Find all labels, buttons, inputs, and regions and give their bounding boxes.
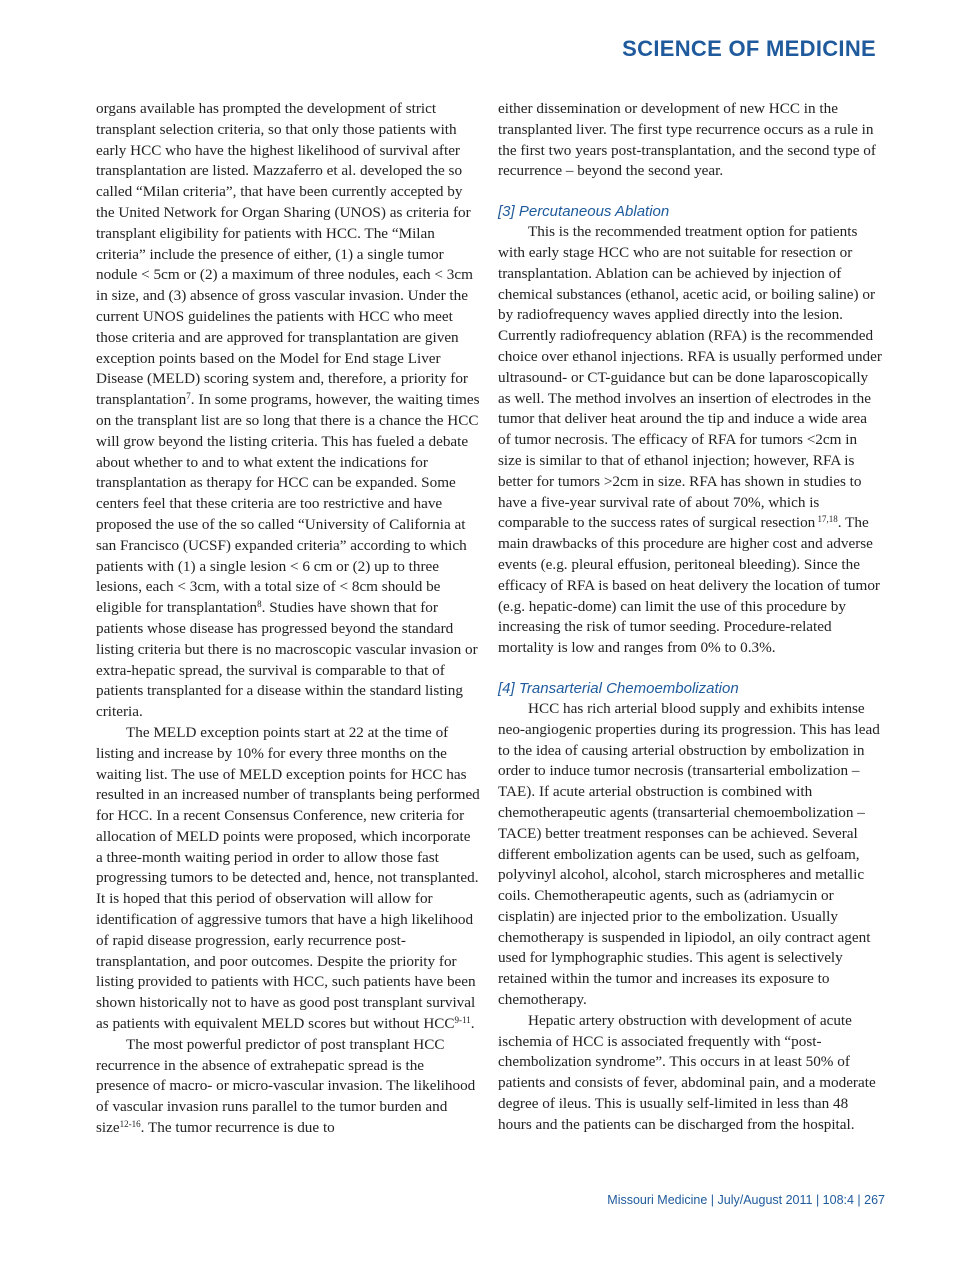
paragraph: This is the recommended treatment option for patients with early stage HCC who are not suitable for resection or transplantation. Ablation can be achieved by injection of chemical substances (ethanol, acetic acid, or boiling saline) or by radiofrequency waves applied directly into the lesion. Currently radiofrequency ablation (RFA) is the recommended choice over ethanol injections. RFA is usually performed under ultrasound- or CT-guidance but can be done laparoscopically as well. The method involves an insertion of electrodes in the tumor that deliver heat around the tip and induce a wide area of tumor necrosis. The efficacy of RFA for tumors <2cm in size is similar to that of ethanol injection; however, RFA is better for tumors >2cm in size. RFA has shown in studies to have a five-year survival rate of about 70%, which is comparable to the success rates of surgical resection $^{17,18}$. The main drawbacks of this procedure are higher cost and adverse events (e.g. pleural effusion, peritoneal bleeding). Since the efficacy of RFA is based on heat delivery the location of tumor (e.g. hepatic-dome) can limit the use of this procedure by increasing the risk of tumor seeding. Procedure-related mortality is low and ranges from 0% to 0.3%. (498, 223, 882, 657)
section-heading-percutaneous-ablation: [3] Percutaneous Ablation (498, 203, 670, 221)
paragraph: HCC has rich arterial blood supply and exhibits intense neo-angiogenic properties during its progression. This has lead to the idea of causing arterial obstruction by embolization in order to induce tumor necrosis (transarterial embolization – TAE). If acute arterial obstruction is combined with chemotherapeutic agents (transarterial chemoembolization – TACE) better treatment responses can be achieved. Several different embolization agents can be used, such as gelfoam, polyvinyl alcohol, alcohol, starch microspheres and metallic coils. Chemotherapeutic agents, such as (adriamycin or cisplatin) are injected prior to the embolization. Usually chemotherapy is suspended in lipiodol, an oily contract agent used for lymphographic studies. This agent is selectively retained within the tumor and increases its exposure to chemotherapy. (498, 699, 880, 1009)
paragraph: either dissemination or development of new HCC in the transplanted liver. The first type recurrence occurs as a rule in the first two years post-transplantation, and the second type of recurrence – beyond the second year. (498, 100, 876, 180)
paragraph: The most powerful predictor of post transplant HCC recurrence in the absence of extrahepatic spread is the presence of macro- or micro-vascular invasion. The likelihood of vascular invasion runs parallel to the tumor burden and size$^{12-16}$. The tumor recurrence is due to (96, 1035, 476, 1137)
right-column (498, 99, 882, 1136)
paragraph: organs available has prompted the development of strict transplant selection criteria, so that only those patients with early HCC who have the highest likelihood of survival after transplantation are listed. Mazzaferro et al. developed the so called “Milan criteria”, that have been currently accepted by the United Network for Organ Sharing (UNOS) as criteria for transplant eligibility for patients with HCC. The “Milan criteria” include the presence of either, (1) a single tumor nodule < 5cm or (2) a maximum of three nodules, each < 3cm in size, and (3) absence of gross vascular invasion. Under the current UNOS guidelines the patients with HCC who meet those criteria and are approved for transplantation are given exception points based on the Model for End stage Liver Disease (MELD) scoring system and, therefore, a priority for transplantation$^7$. In some programs, however, the waiting times on the transplant list are so long that there is a chance the HCC will grow beyond the listing criteria. This has fueled a debate about whether to and to what extent the indications for transplantation as therapy for HCC can be expanded. Some centers feel that these criteria are too restrictive and have proposed the use of the so called “University of California at san Francisco (UCSF) expanded criteria” according to which patients with (1) a single lesion < 6 cm or (2) up to three lesions, each < 3cm, with a total size of < 8cm should be eligible for transplantation$^8$. Studies have shown that for patients whose disease has progressed beyond the standard listing criteria but there is no macroscopic vascular invasion or extra-hepatic spread, the survival is comparable to that of patients transplanted for a disease within the standard listing criteria. (96, 100, 480, 721)
paragraph: The MELD exception points start at 22 at the time of listing and increase by 10% for every three months on the waiting list. The use of MELD exception points for HCC has resulted in an increased number of transplants being performed for HCC. In a recent Consensus Conference, new criteria for allocation of MELD points were proposed, which incorporate a three-month waiting period in order to allow those fast progressing tumors to be detected and, hence, not transplanted. It is hoped that this period of observation will allow for identification of aggressive tumors that have a high likelihood of rapid disease progression, early recurrence post-transplantation, and poor outcomes. Despite the priority for listing provided to patients with HCC, such patients have been shown historically not to have as good post transplant survival as patients with equivalent MELD scores but without HCC$^{9-11}$. (96, 723, 480, 1033)
section-heading-transarterial-chemoembolization: [4] Transarterial Chemoembolization (498, 679, 739, 697)
paragraph: Hepatic artery obstruction with development of acute ischemia of HCC is associated frequently with “post-chembolization syndrome”. This occurs in at least 50% of patients and consists of fever, abdominal pain, and a moderate degree of ileus. This is usually self-limited in less than 48 hours and the patients can be discharged from the hospital. (498, 1011, 876, 1133)
section-header: SCIENCE OF MEDICINE (622, 36, 876, 61)
citation: 8 (257, 599, 262, 610)
citation: 17,18 (815, 514, 838, 525)
citation: 7 (186, 391, 191, 402)
left-column (96, 99, 480, 1139)
citation: 9-11 (454, 1015, 471, 1026)
citation: 12-16 (119, 1119, 141, 1130)
page-footer: Missouri Medicine | July/August 2011 | 108:4 | 267 (607, 1193, 885, 1207)
